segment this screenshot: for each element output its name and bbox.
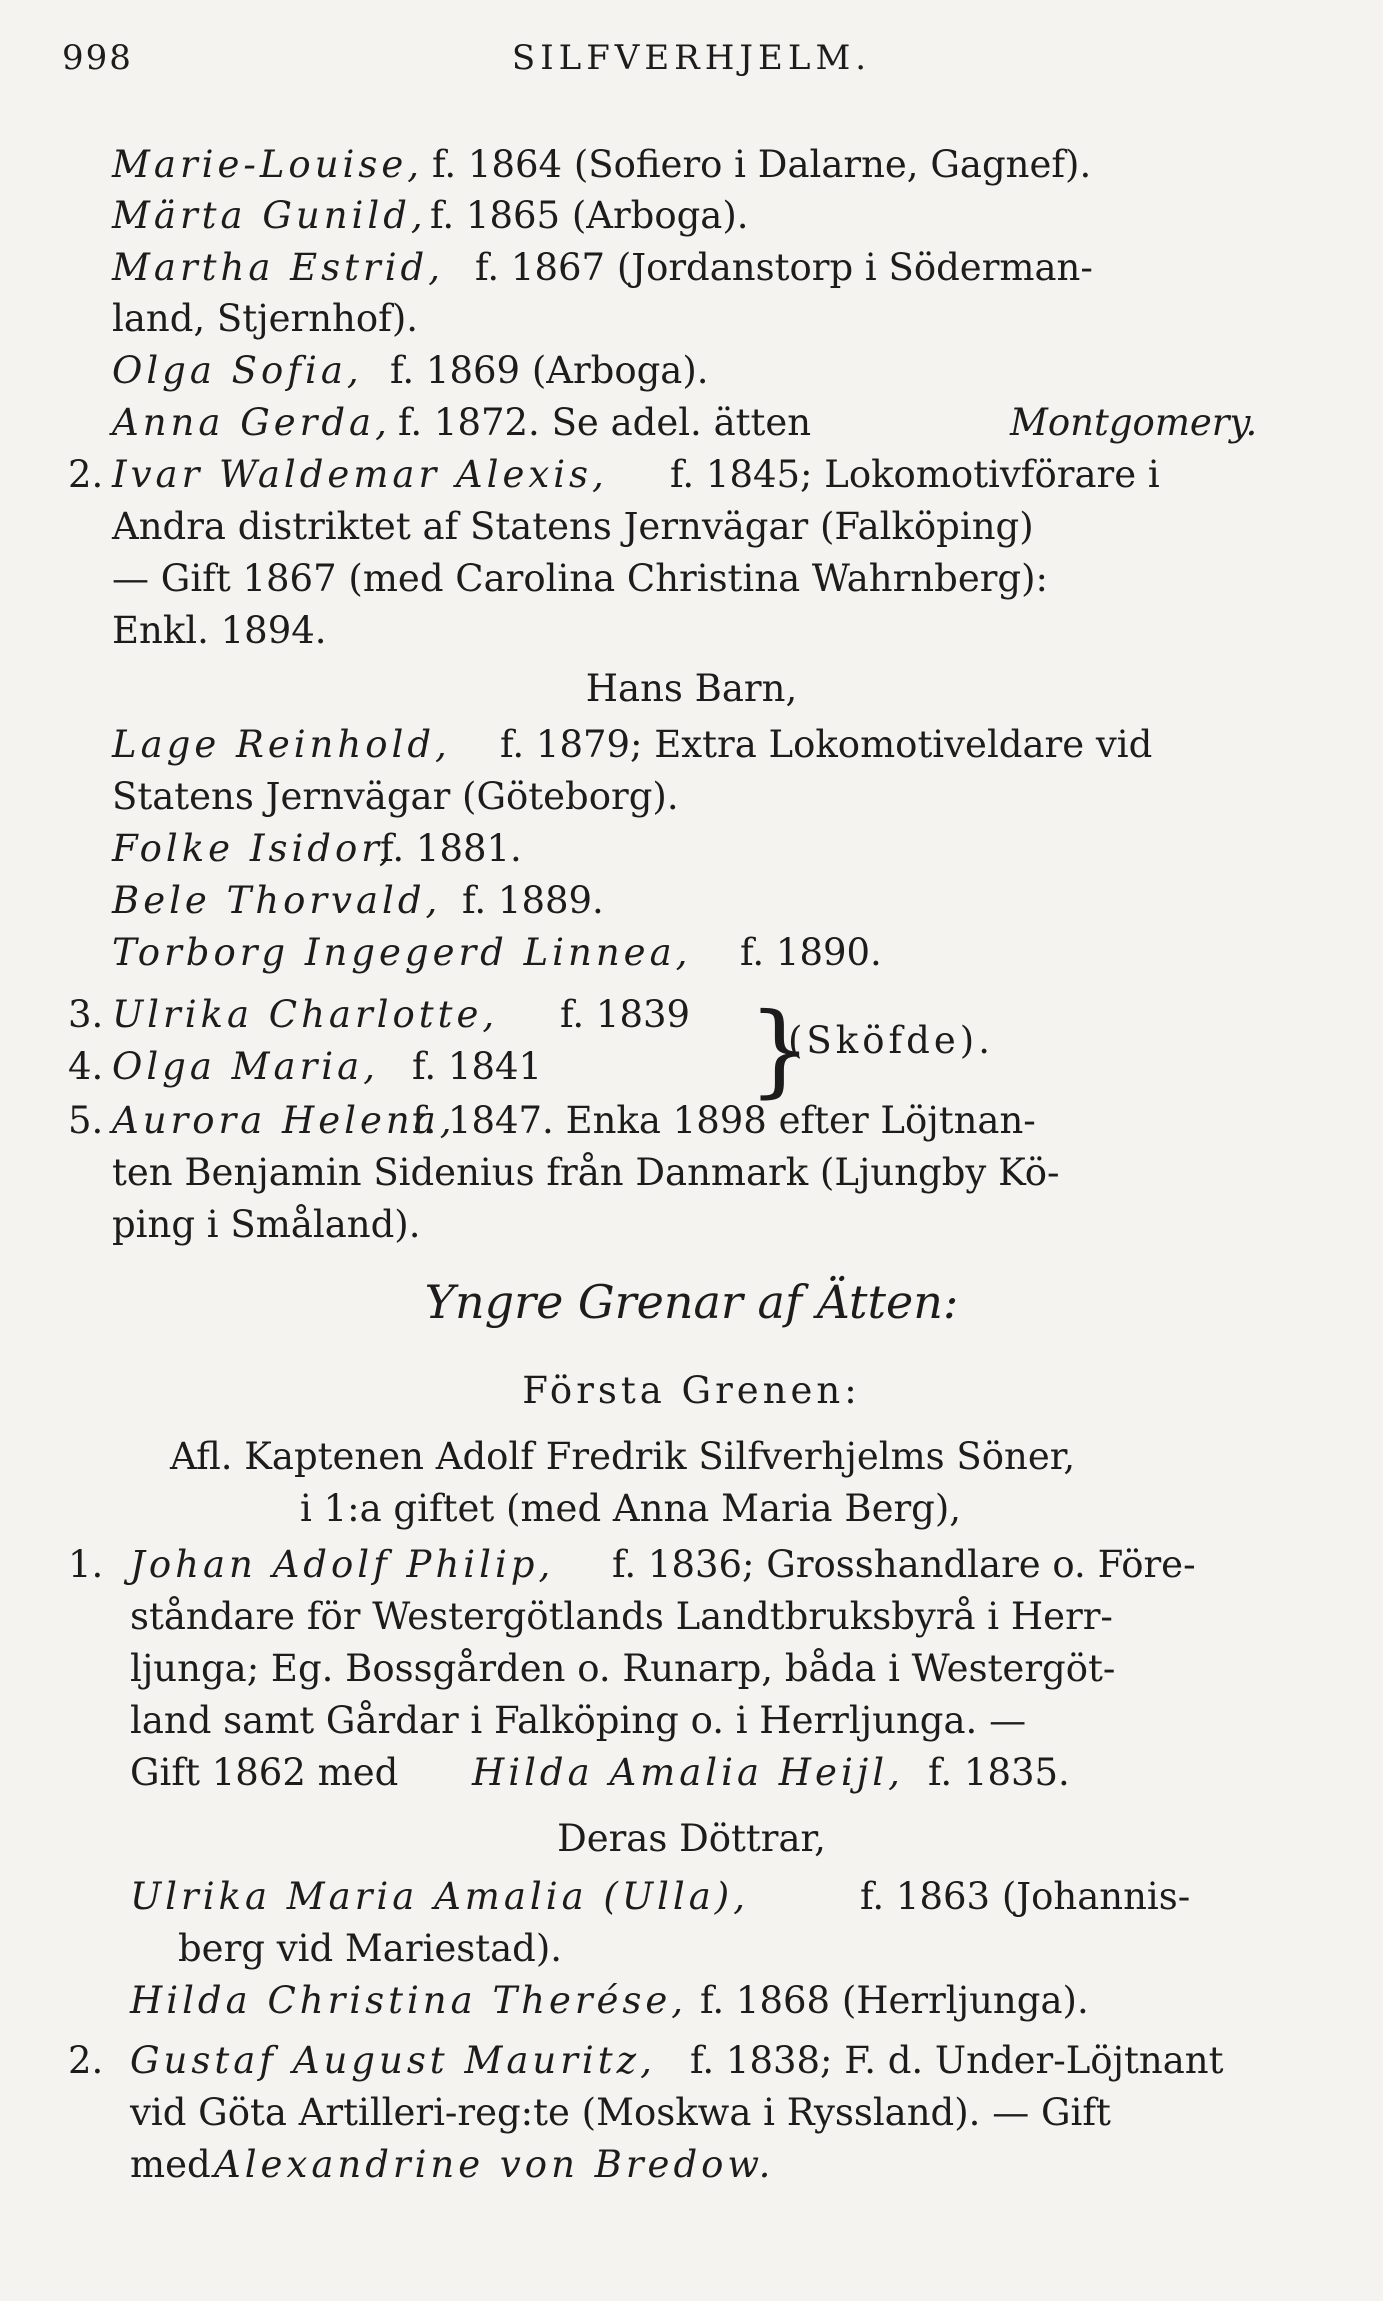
book-page: 998 SILFVERHJELM. Marie-Louise, f. 1864 (Sofiero i Dalarne, Gagnef). Märta Gunild, f. 1865 (Arboga). Martha Estrid, f. 1867 (Jordanstorp i Söderman- land, Stjernhof). Olga Sofia, f. 1869 (Arboga). Anna Gerda, f. 1872. Se adel. ätten Montgomery. 2. Ivar Waldemar Alexis, f. 1845; Lokomotivförare i Andra distriktet af Statens Jernvägar (Falköping) — Gift 1867 (med Carolina Christina Wahrnberg): Enkl. 1894. Hans Barn, Lage Reinhold, f. 1879; Extra Lokomotiveldare vid Statens Jernvägar (Göteborg). Folke Isidor, f. 1881. Bele Thorvald, f. 1889. Torborg Ingegerd Linnea, f. 1890. 3. Ulrika Charlotte, f. 1839 4. Olga Maria, f. 1841 } (Sköfde). 5. Aurora Helena, f. 1847. Enka 1898 efter Löjtnan- ten Benjamin Sidenius från Danmark (Ljungby Kö- ping i Småland). Yngre Grenar af Ätten: Första Grenen: Afl. Kaptenen Adolf Fredrik Silfverhjelms Söner, i 1:a giftet (med Anna Maria Berg), 1. Johan Adolf Philip, f. 1836; Grosshandlare o. Före- ståndare för Westergötlands Landtbruksbyrå i Herr- ljunga; Eg. Bossgården o. Runarp, båda i Westergöt- land samt Gårdar i Falköping o. i Herrljunga. — Gift 1862 med Hilda Amalia Heijl, f. 1835. Deras Döttrar, Ulrika Maria Amalia (Ulla), f. 1863 (Johannis- berg vid Mariestad). Hilda Christina Therése, f. 1868 (Herrljunga). 2. Gustaf August Mauritz, f. 1838; F. d. Under-Löjtnant vid Göta Artilleri-reg:te (Moskwa i Ryssland). — Gift med Alexandrine von Bredow. xyxy=(0,0,1383,2301)
brace-glyph: } xyxy=(748,991,812,1108)
cross-reference: Montgomery. xyxy=(1010,401,1258,444)
page-number: 998 xyxy=(62,38,133,78)
page-title: SILFVERHJELM. xyxy=(511,38,872,78)
